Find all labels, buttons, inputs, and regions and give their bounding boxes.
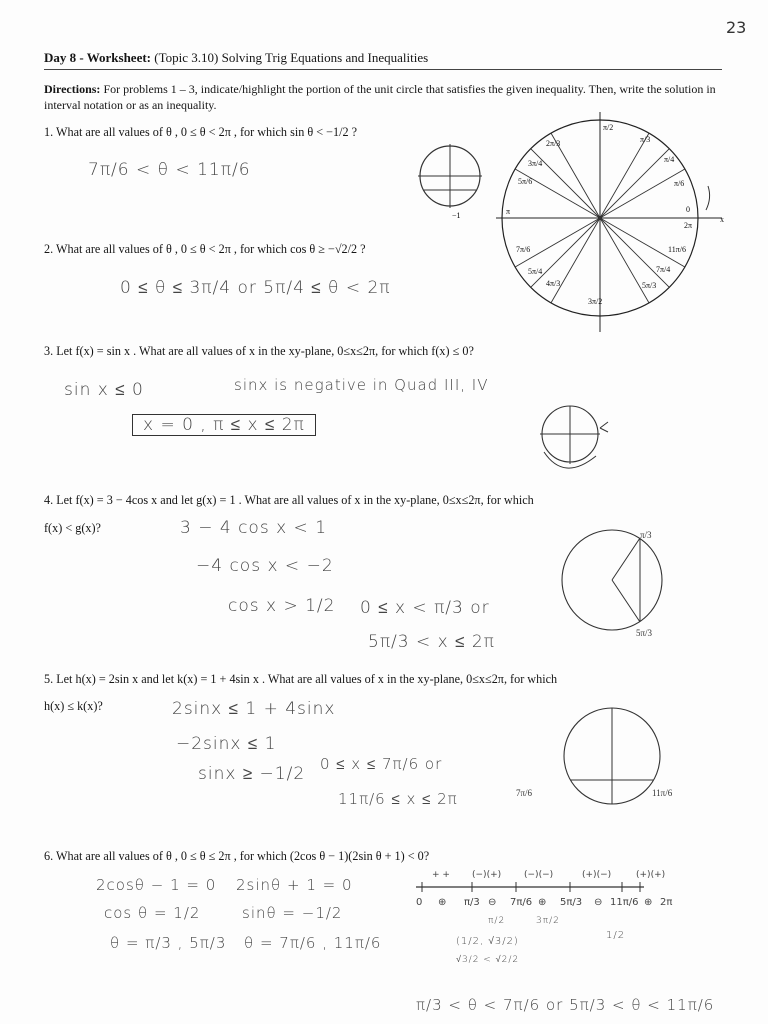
uc-label-3pi-over-4: 3π/4 <box>528 159 543 168</box>
nl-label-11pi-over-6: 11π/6 <box>610 897 639 908</box>
scratch-pi-over-2: π/2 <box>488 916 506 926</box>
problem-5-label-11pi-over-6: 11π/6 <box>652 788 673 798</box>
problem-5-work-3: sinx ≥ −1/2 <box>198 764 306 784</box>
problem-6-question: 6. What are all values of θ , 0 ≤ θ ≤ 2π , for which (2cos θ − 1)(2sin θ + 1) < 0? <box>44 849 430 863</box>
problem-4-question-cont: f(x) < g(x)? <box>44 521 101 535</box>
problem-5-work-4: 0 ≤ x ≤ 7π/6 or <box>320 755 443 773</box>
uc-label-pi-over-4: π/4 <box>664 155 675 164</box>
problem-4-work-1: 3 − 4 cos x < 1 <box>180 518 328 538</box>
problem-6-number-line <box>412 880 652 894</box>
uc-axis-x-label: x <box>720 215 724 224</box>
uc-spoke <box>600 218 669 287</box>
nl-label-7pi-over-6: 7π/6 <box>510 897 533 908</box>
problem-4-label-5pi-over-3: 5π/3 <box>636 628 653 638</box>
nl-sign-3: ⊕ <box>538 897 547 908</box>
sign-row-5: (+)(+) <box>636 870 666 880</box>
unit-circle-diagram <box>494 110 734 340</box>
sign-row-2: (−)(+) <box>472 870 502 880</box>
uc-label-3pi-over-2: 3π/2 <box>588 297 603 306</box>
nl-sign-4: ⊖ <box>594 897 603 908</box>
title-day: Day 8 - Worksheet: <box>44 50 152 65</box>
problem-6-final-answer: π/3 < θ < 7π/6 or 5π/3 < θ < 11π/6 <box>416 996 715 1014</box>
directions <box>44 81 716 113</box>
problem-6-work-5: sinθ = −1/2 <box>242 904 343 922</box>
nl-label-0: 0 <box>416 897 423 908</box>
uc-label-pi: π <box>506 207 511 216</box>
problem-4-work-2: −4 cos x < −2 <box>196 556 334 576</box>
problem-5-label-7pi-over-6: 7π/6 <box>516 788 533 798</box>
sign-row-1: + + <box>432 870 450 880</box>
uc-label-2pi: 2π <box>684 221 693 230</box>
problem-5-work-1: 2sinx ≤ 1 + 4sinx <box>172 699 336 719</box>
scratch-compare: √3/2 < √2/2 <box>456 955 520 965</box>
uc-spoke <box>600 218 649 303</box>
problem-3-answer-box: x = 0 , π ≤ x ≤ 2π <box>132 414 316 436</box>
problem-2-work-1: 0 ≤ θ ≤ 3π/4 or 5π/4 ≤ θ < 2π <box>120 278 391 298</box>
nl-label-pi-over-3: π/3 <box>464 897 480 908</box>
uc-label-2pi-over-3: 2π/3 <box>546 139 561 148</box>
uc-label-7pi-over-6: 7π/6 <box>516 245 531 254</box>
scratch-half: 1/2 <box>606 930 626 941</box>
uc-spoke <box>600 149 669 218</box>
problem-4-work-5: 5π/3 < x ≤ 2π <box>368 632 495 652</box>
uc-spoke <box>600 169 685 218</box>
uc-label-pi-over-6: π/6 <box>674 179 685 188</box>
directions-text: For problems 1 – 3, indicate/highlight the portion of the unit circle that satisfies the given inequality. Then, write the solution in interval notation or as an inequality. <box>44 82 716 112</box>
uc-label-7pi-over-4: 7π/4 <box>656 265 671 274</box>
scratch-point: (1/2, √3/2) <box>456 936 519 947</box>
problem-6-number-line-labels <box>414 897 714 913</box>
uc-spoke <box>600 133 649 218</box>
nl-sign-2: ⊖ <box>488 897 497 908</box>
problem-1-work-1: 7π/6 < θ < 11π/6 <box>88 160 251 180</box>
problem-1-question: 1. What are all values of θ , 0 ≤ θ < 2π , for which sin θ < −1/2 ? <box>44 125 358 139</box>
problem-1-circle-sketch <box>412 136 492 220</box>
uc-label-pi-over-3: π/3 <box>640 135 651 144</box>
problem-4-circle-sketch <box>556 522 686 642</box>
uc-label-4pi-over-3: 4π/3 <box>546 279 561 288</box>
uc-spoke <box>515 218 600 267</box>
title-topic: (Topic 3.10) Solving Trig Equations and Inequalities <box>151 50 429 65</box>
uc-label-pi-over-2: π/2 <box>603 123 614 132</box>
page-number: 23 <box>726 18 747 37</box>
title-divider <box>44 69 722 70</box>
uc-label-zero: 0 <box>686 205 690 214</box>
problem-5-work-5: 11π/6 ≤ x ≤ 2π <box>338 790 458 808</box>
uc-spoke <box>551 218 600 303</box>
directions-label: Directions: <box>44 82 101 96</box>
problem-4-question: 4. Let f(x) = 3 − 4cos x and let g(x) = 1 . What are all values of x in the xy-plane, 0≤x≤2π, for which <box>44 493 534 507</box>
problem-3-work-1: sin x ≤ 0 <box>64 380 144 400</box>
uc-label-5pi-over-3: 5π/3 <box>642 281 657 290</box>
problem-3-circle-sketch <box>534 404 614 484</box>
problem-3-question: 3. Let f(x) = sin x . What are all values of x in the xy-plane, 0≤x≤2π, for which f(x) ≤ 0? <box>44 344 474 358</box>
problem-5-work-2: −2sinx ≤ 1 <box>176 734 277 754</box>
uc-label-5pi-over-4: 5π/4 <box>528 267 543 276</box>
problem-6-work-2: cos θ = 1/2 <box>104 904 201 922</box>
problem-6-work-6: θ = 7π/6 , 11π/6 <box>244 934 382 952</box>
worksheet-title <box>44 50 428 66</box>
uc-spoke <box>600 218 685 267</box>
nl-sign-5: ⊕ <box>644 897 653 908</box>
problem-4-work-3: cos x > 1/2 <box>228 596 336 616</box>
sign-row-3: (−)(−) <box>524 870 554 880</box>
scratch-3pi-over-2: 3π/2 <box>536 916 560 926</box>
uc-label-11pi-over-6: 11π/6 <box>668 245 686 254</box>
problem-5-question: 5. Let h(x) = 2sin x and let k(x) = 1 + 4sin x . What are all values of x in the xy-plane, 0≤x≤2π, for which <box>44 672 558 686</box>
problem-5-circle-sketch <box>516 704 690 814</box>
problem-6-work-1: 2cosθ − 1 = 0 <box>96 876 217 894</box>
nl-sign-1: ⊕ <box>438 897 447 908</box>
problem-3-work-2: sinx is negative in Quad III, IV <box>234 376 489 394</box>
nl-label-5pi-over-3: 5π/3 <box>560 897 583 908</box>
problem-1-axis-label: −1 <box>452 211 461 220</box>
nl-label-2pi: 2π <box>660 897 673 908</box>
uc-spoke <box>531 218 600 287</box>
problem-6-work-4: 2sinθ + 1 = 0 <box>236 876 353 894</box>
uc-label-5pi-over-6: 5π/6 <box>518 177 533 186</box>
problem-4-label-pi-over-3: π/3 <box>640 530 652 540</box>
sign-row-4: (+)(−) <box>582 870 612 880</box>
problem-4-work-4: 0 ≤ x < π/3 or <box>360 598 490 618</box>
problem-5-question-cont: h(x) ≤ k(x)? <box>44 699 103 713</box>
problem-6-work-3: θ = π/3 , 5π/3 <box>110 934 227 952</box>
problem-2-question: 2. What are all values of θ , 0 ≤ θ < 2π , for which cos θ ≥ −√2/2 ? <box>44 242 366 256</box>
